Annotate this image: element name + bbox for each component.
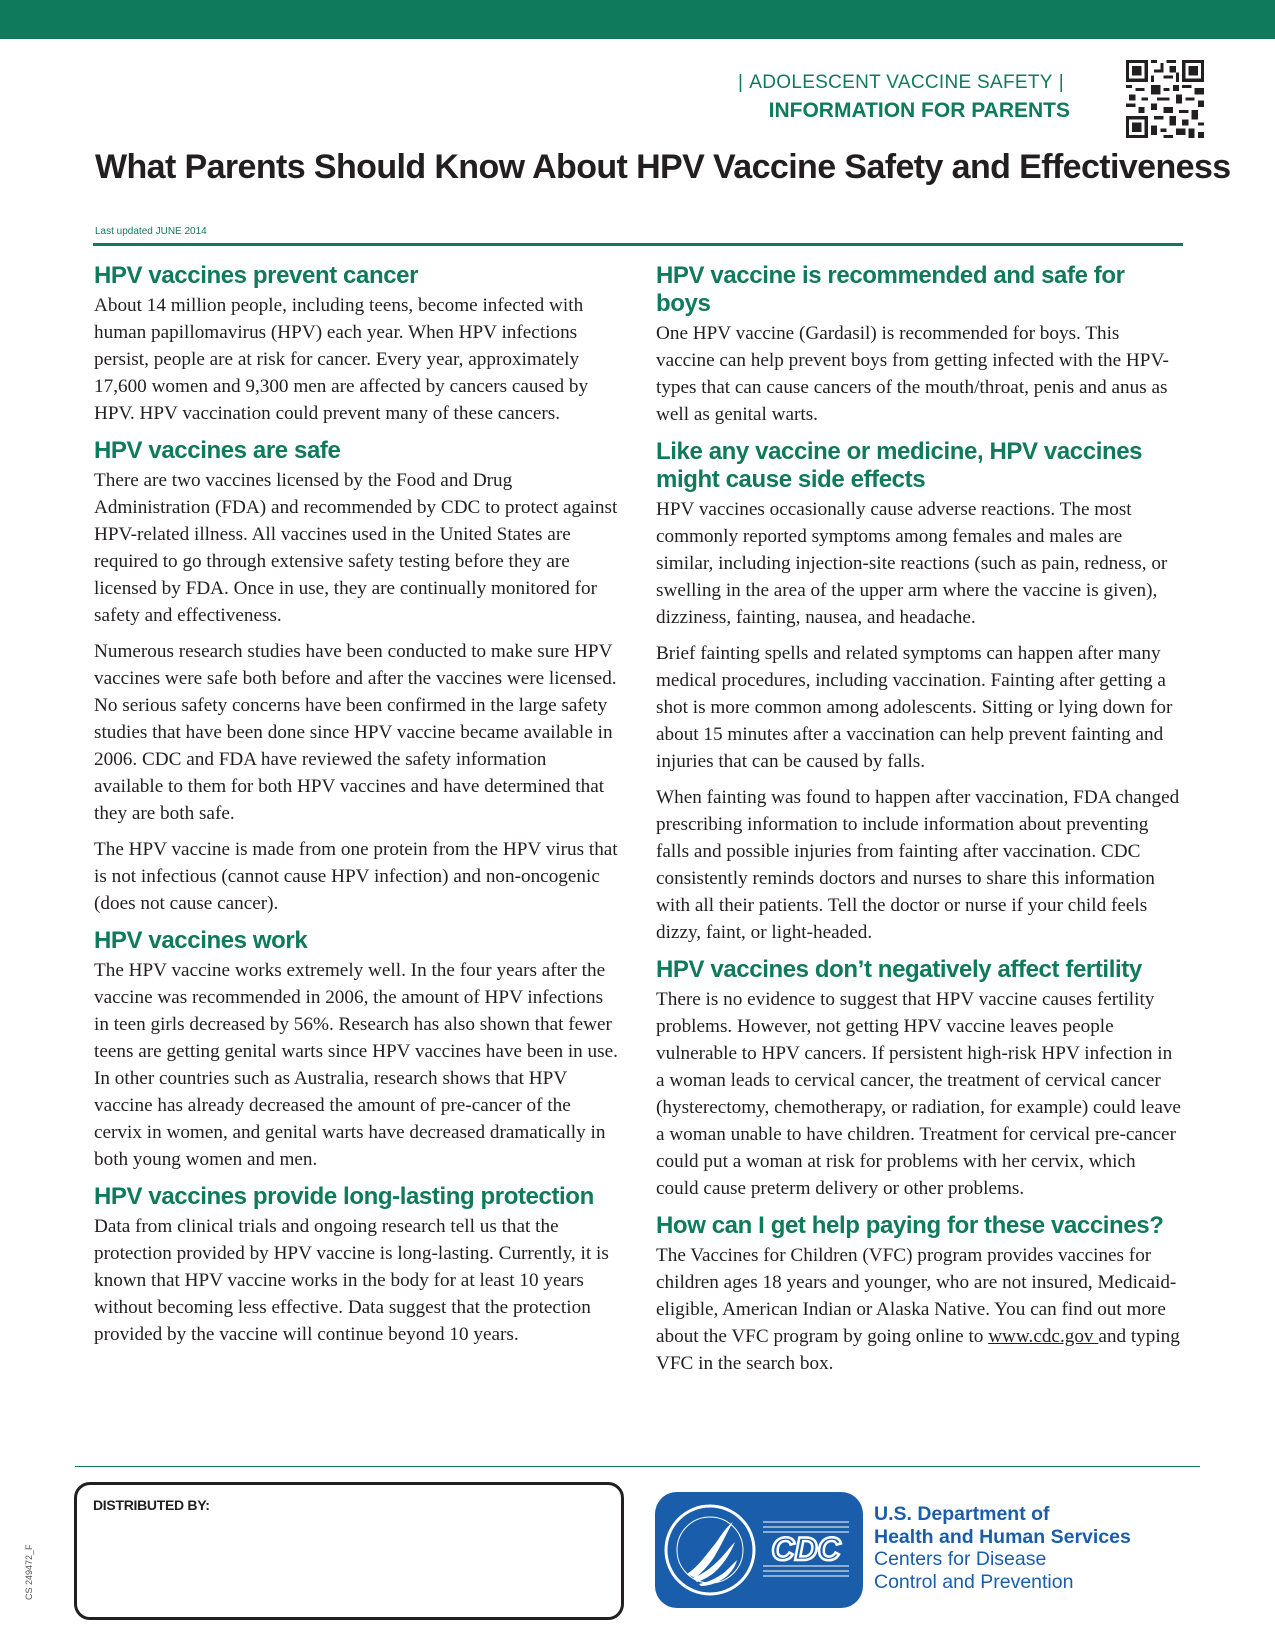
hhs-line-1: U.S. Department of bbox=[874, 1503, 1050, 1525]
paragraph: Data from clinical trials and ongoing research tell us that the protection provided by HPV vaccine is long-lasting. Currently, it is known that HPV vaccine works in the body for at least 10 years without becoming less effective. Data suggest that the protection provided by the vaccine will continue beyond 10 years. bbox=[94, 1216, 609, 1345]
series-divider: | bbox=[1058, 72, 1064, 93]
section-paying bbox=[656, 1212, 1181, 1377]
left-column bbox=[94, 262, 619, 1358]
audience-label: INFORMATION FOR PARENTS bbox=[768, 99, 1070, 122]
series-divider: | bbox=[738, 72, 744, 93]
section-prevent-cancer bbox=[94, 262, 619, 427]
page-title: What Parents Should Know About HPV Vaccine Safety and Effectiveness bbox=[95, 148, 1231, 186]
agency-name bbox=[874, 1503, 1131, 1593]
paragraph-text: The Vaccines for Children (VFC) program provides vaccines for children ages 18 years and younger, who are not insured, Medicaid-eligible, American Indian or Alaska Native. You can find out more about the VFC program by going online to bbox=[656, 1245, 1177, 1347]
series-label-line bbox=[732, 72, 1070, 94]
paragraph bbox=[656, 1242, 1181, 1377]
cdc-gov-link[interactable]: www.cdc.gov bbox=[988, 1326, 1099, 1347]
cdc-line-2: Control and Prevention bbox=[874, 1570, 1074, 1593]
section-heading: HPV vaccines don’t negatively affect fertility bbox=[656, 956, 1142, 983]
right-column bbox=[656, 262, 1181, 1387]
paragraph: There is no evidence to suggest that HPV vaccine causes fertility problems. However, not getting HPV vaccine leaves people vulnerable to HPV cancers. If persistent high-risk HPV infection in a woman leads to cervical cancer, the treatment of cervical cancer (hysterectomy, chemotherapy, or radiation, for example) could leave a woman unable to have children. Treatment for cervical pre-cancer could put a woman at risk for problems with her cervix, which could cause preterm delivery or other problems. bbox=[656, 989, 1181, 1199]
section-heading: HPV vaccines provide long-lasting protection bbox=[94, 1183, 594, 1210]
paragraph: When fainting was found to happen after vaccination, FDA changed prescribing information to include information about preventing falls and possible injuries from fainting after vaccination. CDC consistently reminds doctors and nurses to share this information with all their patients. Tell the doctor or nurse if your child feels dizzy, faint, or light-headed. bbox=[656, 787, 1180, 943]
section-boys bbox=[656, 262, 1181, 428]
distributed-by-box bbox=[74, 1482, 624, 1620]
section-heading: HPV vaccine is recommended and safe for boys bbox=[656, 262, 1125, 317]
series-label: ADOLESCENT VACCINE SAFETY bbox=[749, 72, 1053, 93]
section-heading: Like any vaccine or medicine, HPV vaccines might cause side effects bbox=[656, 438, 1143, 493]
paragraph: The HPV vaccine is made from one protein from the HPV virus that is not infectious (cannot cause HPV infection) and non-oncogenic (does not cause cancer). bbox=[94, 839, 618, 914]
cdc-logo-icon bbox=[763, 1518, 849, 1580]
qr-code-icon[interactable] bbox=[1126, 60, 1204, 138]
top-color-bar bbox=[0, 0, 1275, 39]
header-divider bbox=[93, 243, 1183, 246]
section-fertility bbox=[656, 956, 1181, 1202]
section-heading: HPV vaccines work bbox=[94, 927, 308, 954]
hhs-cdc-logo bbox=[655, 1492, 863, 1608]
distributed-by-label: DISTRIBUTED BY: bbox=[93, 1497, 210, 1513]
paragraph: Brief fainting spells and related symptoms can happen after many medical procedures, including vaccination. Fainting after getting a shot is more common among adolescents. Sitting or lying down for about 15 minutes after a vaccination can help prevent fainting and injuries that can be caused by falls. bbox=[656, 643, 1173, 772]
hhs-line-2: Health and Human Services bbox=[874, 1525, 1131, 1548]
paragraph-text: and typing VFC in the search box. bbox=[656, 1326, 1180, 1374]
paragraph: About 14 million people, including teens, become infected with human papillomavirus (HPV) each year. When HPV infections persist, people are at risk for cancer. Every year, approximately 17,600 women and 9,300 men are affected by cancers caused by HPV. HPV vaccination could prevent many of these cancers. bbox=[94, 295, 589, 424]
document-code: CS 249472_F bbox=[24, 1544, 34, 1600]
paragraph: HPV vaccines occasionally cause adverse reactions. The most commonly reported symptoms among females and males are similar, including injection-site reactions (such as pain, redness, or swelling in the area of the upper arm where the vaccine is given), dizziness, fainting, nausea, and headache. bbox=[656, 499, 1168, 628]
section-side-effects bbox=[656, 438, 1181, 946]
cdc-line-1: Centers for Disease bbox=[874, 1548, 1047, 1570]
section-long-lasting bbox=[94, 1183, 619, 1348]
paragraph: Numerous research studies have been conducted to make sure HPV vaccines were safe both before and after the vaccines were licensed. No serious safety concerns have been confirmed in the large safety studies that have been done since HPV vaccine became available in 2006. CDC and FDA have reviewed the safety information available to them for both HPV vaccines and have determined that they are both safe. bbox=[94, 641, 617, 824]
section-vaccines-work bbox=[94, 927, 619, 1173]
paragraph: There are two vaccines licensed by the Food and Drug Administration (FDA) and recommended by CDC to protect against HPV-related illness. All vaccines used in the United States are required to go through extensive safety testing before they are licensed by FDA. Once in use, they are continually monitored for safety and effectiveness. bbox=[94, 470, 618, 626]
paragraph: One HPV vaccine (Gardasil) is recommended for boys. This vaccine can help prevent boys from getting infected with the HPV-types that can cause cancers of the mouth/throat, penis and anus as well as genital warts. bbox=[656, 323, 1169, 425]
footer-divider bbox=[75, 1466, 1200, 1467]
last-updated: Last updated JUNE 2014 bbox=[95, 226, 207, 237]
section-vaccines-safe bbox=[94, 437, 619, 917]
cdc-logo-text: CDC bbox=[771, 1531, 841, 1567]
series-header bbox=[732, 72, 1070, 123]
paragraph: The HPV vaccine works extremely well. In the four years after the vaccine was recommended in 2006, the amount of HPV infections in teen girls decreased by 56%. Research has also shown that fewer teens are getting genital warts since HPV vaccines have been in use. In other countries such as Australia, research shows that HPV vaccine has already decreased the amount of pre-cancer of the cervix in women, and genital warts have decreased dramatically in both young women and men. bbox=[94, 960, 618, 1170]
section-heading: HPV vaccines prevent cancer bbox=[94, 262, 419, 289]
section-heading: How can I get help paying for these vaccines? bbox=[656, 1212, 1164, 1239]
section-heading: HPV vaccines are safe bbox=[94, 437, 341, 464]
